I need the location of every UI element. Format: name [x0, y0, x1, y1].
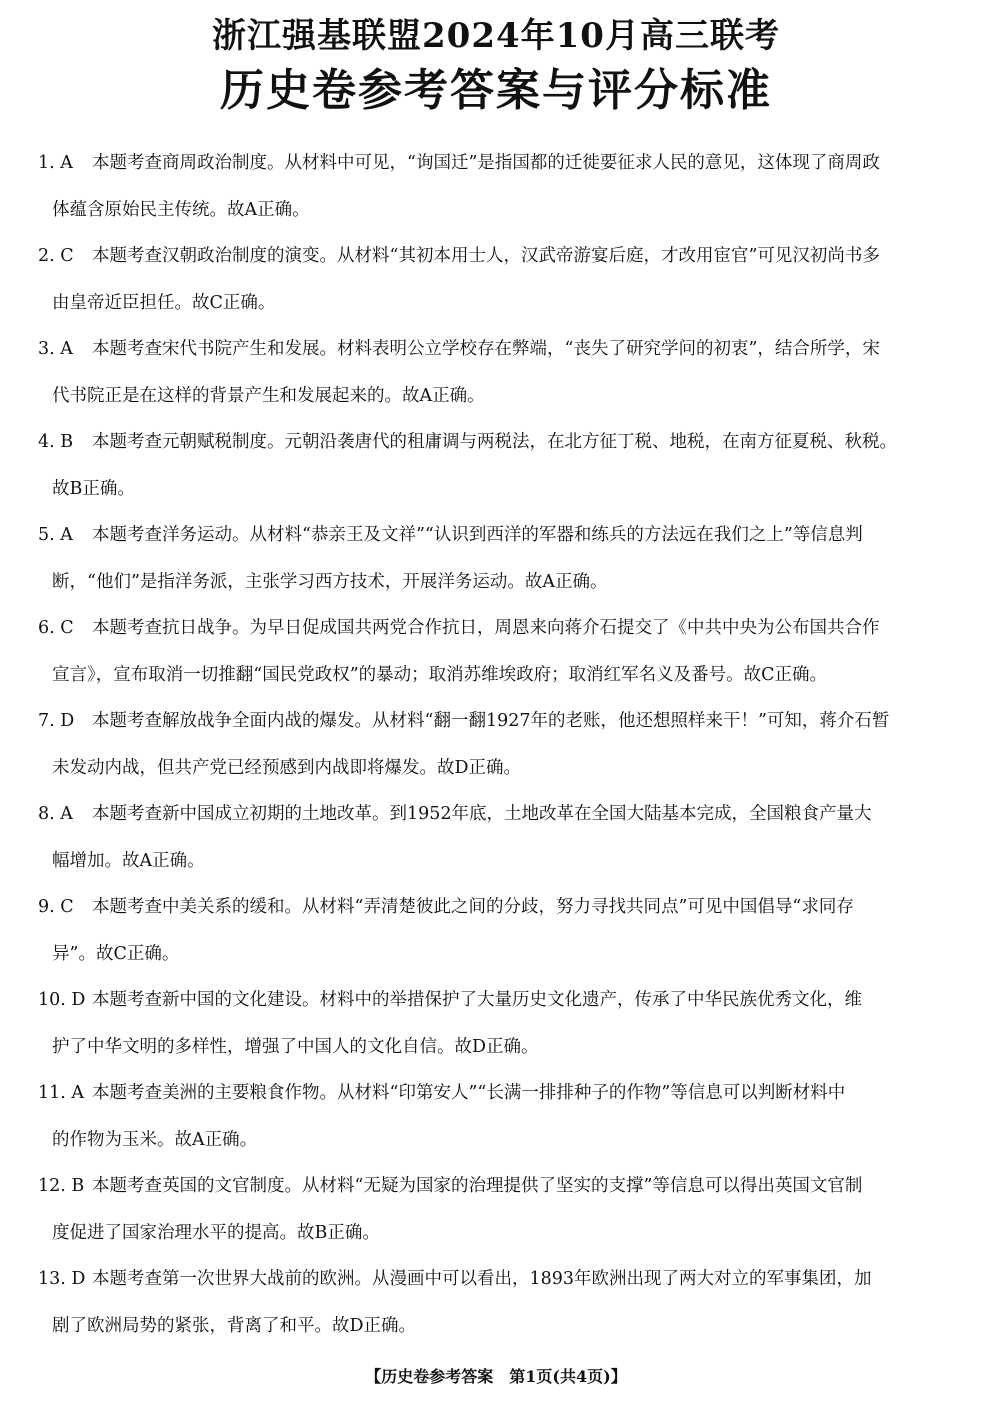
answer-continuation: 度促进了国家治理水平的提高。故B正确。 — [52, 1222, 380, 1243]
answer-item — [38, 419, 950, 512]
answer-text: 本题考查商周政治制度。从材料中可见，“询国迁”是指国都的迁徙要征求人民的意见，这体现了商周政 — [92, 153, 880, 173]
answer-text: 本题考查新中国的文化建设。材料中的举措保护了大量历史文化遗产，传承了中华民族优秀文化，维 — [92, 990, 862, 1010]
answer-text: 本题考查解放战争全面内战的爆发。从材料“翻一翻1927年的老账，他还想照样来干！”可知，蒋介石暂 — [92, 711, 890, 731]
answer-number: 9. C — [38, 897, 74, 917]
answer-item — [38, 326, 950, 419]
answer-item — [38, 233, 950, 326]
answer-number: 7. D — [38, 711, 75, 731]
answer-line — [38, 419, 950, 466]
answer-continuation: 宣言》，宣布取消一切推翻“国民党政权”的暴动；取消苏维埃政府；取消红军名义及番号。故C正确。 — [52, 664, 828, 685]
answer-number: 2. C — [38, 246, 74, 266]
answer-item — [38, 1256, 950, 1349]
answer-number: 4. B — [38, 432, 74, 452]
answer-text: 本题考查洋务运动。从材料“恭亲王及文祥”“认识到西洋的军器和练兵的方法远在我们之上”等信息判 — [92, 525, 863, 545]
answer-line — [38, 791, 950, 838]
answer-text: 本题考查元朝赋税制度。元朝沿袭唐代的租庸调与两税法，在北方征丁税、地税，在南方征夏税、秋税。 — [92, 432, 897, 452]
answer-item — [38, 1070, 950, 1163]
answer-item — [38, 140, 950, 233]
answer-item — [38, 977, 950, 1070]
page-footer: 【历史卷参考答案 第1页(共4页)】 — [365, 1367, 627, 1386]
answer-number: 11. A — [38, 1083, 85, 1103]
answer-continuation: 断，“他们”是指洋务派，主张学习西方技术，开展洋务运动。故A正确。 — [52, 571, 608, 592]
answer-text: 本题考查汉朝政治制度的演变。从材料“其初本用士人，汉武帝游宴后庭，才改用宦官”可见汉初尚书多 — [92, 246, 880, 266]
answer-number: 12. B — [38, 1176, 85, 1196]
answer-text: 本题考查抗日战争。为早日促成国共两党合作抗日，周恩来向蒋介石提交了《中共中央为公布国共合作 — [92, 618, 880, 638]
answer-number: 13. D — [38, 1269, 86, 1289]
answer-continuation: 未发动内战，但共产党已经预感到内战即将爆发。故D正确。 — [52, 757, 522, 778]
answer-text: 本题考查新中国成立初期的土地改革。到1952年底，土地改革在全国大陆基本完成，全国粮食产量大 — [92, 804, 872, 824]
answer-line — [38, 233, 950, 280]
answer-line — [38, 977, 950, 1024]
answer-list — [38, 140, 950, 1349]
answer-text: 本题考查第一次世界大战前的欧洲。从漫画中可以看出，1893年欧洲出现了两大对立的军事集团，加 — [92, 1269, 872, 1289]
answer-text: 本题考查英国的文官制度。从材料“无疑为国家的治理提供了坚实的支撑”等信息可以得出英国文官制 — [92, 1176, 863, 1196]
answer-continuation: 由皇帝近臣担任。故C正确。 — [52, 292, 276, 313]
answer-number: 10. D — [38, 990, 86, 1010]
answer-line — [38, 326, 950, 373]
answer-number: 1. A — [38, 153, 73, 173]
exam-title: 浙江强基联盟2024年10月高三联考 — [212, 16, 780, 56]
answer-continuation: 代书院正是在这样的背景产生和发展起来的。故A正确。 — [52, 385, 485, 406]
answer-line — [38, 1070, 950, 1117]
answer-number: 6. C — [38, 618, 74, 638]
answer-continuation: 护了中华文明的多样性，增强了中国人的文化自信。故D正确。 — [52, 1036, 539, 1057]
answer-item — [38, 698, 950, 791]
answer-item — [38, 1163, 950, 1256]
answer-line — [38, 605, 950, 652]
answer-item — [38, 884, 950, 977]
answer-item — [38, 512, 950, 605]
answer-line — [38, 1163, 950, 1210]
answer-item — [38, 605, 950, 698]
answer-continuation: 体蕴含原始民主传统。故A正确。 — [52, 199, 310, 220]
answer-number: 5. A — [38, 525, 73, 545]
answer-continuation: 故B正确。 — [52, 478, 135, 499]
answer-line — [38, 884, 950, 931]
document-subtitle: 历史卷参考答案与评分标准 — [220, 65, 772, 116]
answer-line — [38, 1256, 950, 1303]
answer-line — [38, 512, 950, 559]
answer-number: 8. A — [38, 804, 73, 824]
answer-text: 本题考查中美关系的缓和。从材料“弄清楚彼此之间的分歧，努力寻找共同点”可见中国倡导“求同存 — [92, 897, 854, 917]
answer-continuation: 幅增加。故A正确。 — [52, 850, 205, 871]
answer-continuation: 异”。故C正确。 — [52, 943, 180, 964]
answer-line — [38, 140, 950, 187]
answer-number: 3. A — [38, 339, 73, 359]
answer-continuation: 的作物为玉米。故A正确。 — [52, 1129, 258, 1150]
answer-continuation: 剧了欧洲局势的紧张，背离了和平。故D正确。 — [52, 1315, 417, 1336]
answer-item — [38, 791, 950, 884]
answer-line — [38, 698, 950, 745]
answer-text: 本题考查宋代书院产生和发展。材料表明公立学校存在弊端，“丧失了研究学问的初衷”，结合所学，宋 — [92, 339, 880, 359]
answer-text: 本题考查美洲的主要粮食作物。从材料“印第安人”“长满一排排种子的作物”等信息可以判断材料中 — [92, 1083, 846, 1103]
